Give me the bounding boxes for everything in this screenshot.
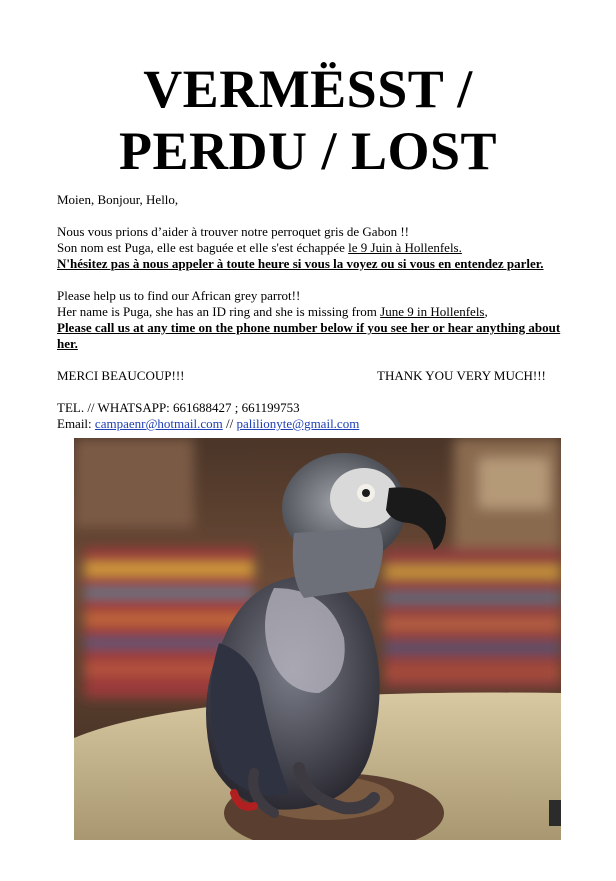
thanks-row	[57, 368, 577, 384]
thanks-french: MERCI BEAUCOUP!!!	[57, 368, 185, 383]
email-line	[57, 416, 577, 432]
english-line-2-comma: ,	[484, 304, 488, 319]
email-label: Email:	[57, 416, 95, 431]
phone-line: TEL. // WHATSAPP: 661688427 ; 661199753	[57, 400, 300, 415]
email-link-1[interactable]: campaenr@hotmail.com	[94, 416, 223, 431]
french-line-1: Nous vous prions d’aider à trouver notre perroquet gris de Gabon !!	[57, 224, 409, 239]
poster-body	[57, 192, 577, 432]
email-link-2[interactable]: palilionyte@gmail.com	[236, 416, 360, 431]
poster-title	[0, 58, 616, 182]
thanks-english: THANK YOU VERY MUCH!!!	[377, 368, 546, 383]
french-line-3: N'hésitez pas à nous appeler à toute heure si vous la voyez ou si vous en entendez parler.	[57, 256, 544, 271]
english-line-3: Please call us at any time on the phone number below if you see her or hear anything about her.	[57, 320, 561, 351]
english-date-place: June 9 in Hollenfels	[380, 304, 485, 319]
english-line-1: Please help us to find our African grey parrot!!	[57, 288, 301, 303]
english-line-2-text: Her name is Puga, she has an ID ring and she is missing from	[57, 304, 381, 319]
title-line-1: VERMËSST /	[143, 59, 473, 119]
french-line-2	[57, 240, 577, 256]
french-date-place: le 9 Juin à Hollenfels.	[348, 240, 462, 255]
email-separator: //	[222, 416, 237, 431]
french-line-2-text: Son nom est Puga, elle est baguée et elle s'est échappée	[57, 240, 349, 255]
english-line-2	[57, 304, 577, 320]
title-line-2: PERDU / LOST	[118, 121, 498, 181]
greeting: Moien, Bonjour, Hello,	[57, 192, 179, 207]
african-grey-parrot-photo	[74, 438, 561, 840]
